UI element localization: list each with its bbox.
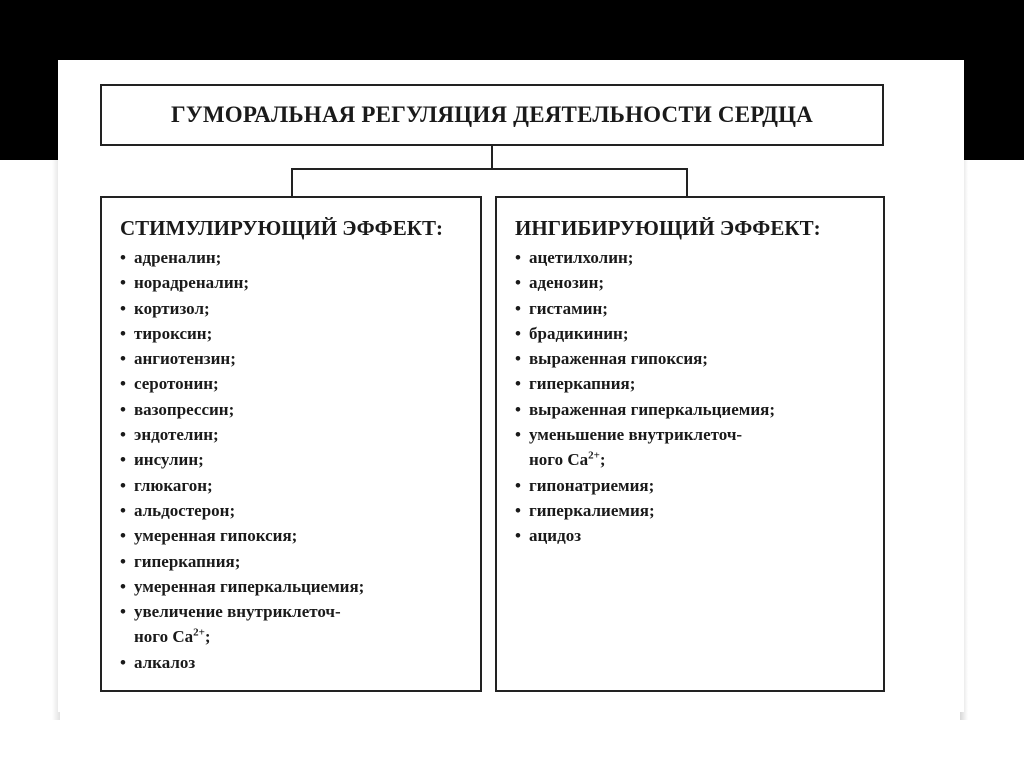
- list-item: • норадреналин;: [120, 270, 468, 295]
- list-item: • ацидоз: [515, 523, 871, 548]
- list-item: • алкалоз: [120, 650, 468, 675]
- list-item: • инсулин;: [120, 447, 468, 472]
- list-item: • серотонин;: [120, 371, 468, 396]
- list-item: • выраженная гипоксия;: [515, 346, 871, 371]
- top-black-bar: [0, 0, 1024, 60]
- calcium-charge: 2+: [588, 449, 600, 462]
- list-item: • выраженная гиперкальциемия;: [515, 397, 871, 422]
- list-item: • гиперкалиемия;: [515, 498, 871, 523]
- list-item: • вазопрессин;: [120, 397, 468, 422]
- calcium-line-1: • уменьшение внутриклеточ-: [529, 425, 743, 445]
- stimulating-list: [120, 245, 468, 675]
- list-item: • тироксин;: [120, 321, 468, 346]
- list-item: • альдостерон;: [120, 498, 468, 523]
- inhibiting-effect-header: ИНГИБИРУЮЩИЙ ЭФФЕКТ:: [515, 216, 821, 240]
- list-item: • ангиотензин;: [120, 346, 468, 371]
- calcium-charge: 2+: [193, 626, 205, 639]
- list-item-calcium: [120, 599, 468, 650]
- slide: [58, 60, 964, 712]
- calcium-text: ного Ca: [134, 627, 194, 647]
- list-item: • аденозин;: [515, 270, 871, 295]
- calcium-line-2: [529, 447, 871, 472]
- list-item: • ацетилхолин;: [515, 245, 871, 270]
- calcium-text: ного Ca: [529, 450, 589, 470]
- list-item: • гипонатриемия;: [515, 473, 871, 498]
- inhibiting-effect-box: [495, 196, 885, 692]
- calcium-line-1: • увеличение внутриклеточ-: [134, 602, 341, 622]
- list-item: • брадикинин;: [515, 321, 871, 346]
- calcium-line-2: [134, 624, 468, 649]
- list-item: • глюкагон;: [120, 473, 468, 498]
- list-item: • умеренная гиперкальциемия;: [120, 574, 468, 599]
- list-item: • гистамин;: [515, 296, 871, 321]
- stimulating-effect-box: [100, 196, 482, 692]
- right-black-band: [964, 60, 1024, 160]
- inhibiting-list: [515, 245, 871, 549]
- title-box: [100, 84, 884, 146]
- list-item-calcium: [515, 422, 871, 473]
- list-item: • адреналин;: [120, 245, 468, 270]
- list-item: • гиперкапния;: [120, 549, 468, 574]
- calcium-tail: ;: [204, 627, 211, 647]
- list-item: • эндотелин;: [120, 422, 468, 447]
- diagram-title: ГУМОРАЛЬНАЯ РЕГУЛЯЦИЯ ДЕЯТЕЛЬНОСТИ СЕРДЦА: [170, 102, 813, 127]
- list-item: • гиперкапния;: [515, 371, 871, 396]
- left-black-band: [0, 60, 58, 160]
- list-item: • кортизол;: [120, 296, 468, 321]
- calcium-tail: ;: [599, 450, 606, 470]
- connector-left-drop: [291, 168, 293, 196]
- list-item: • умеренная гипоксия;: [120, 523, 468, 548]
- connector-vertical-top: [491, 146, 493, 170]
- stimulating-effect-header: СТИМУЛИРУЮЩИЙ ЭФФЕКТ:: [120, 216, 443, 240]
- connector-right-drop: [686, 168, 688, 196]
- connector-horizontal: [291, 168, 688, 170]
